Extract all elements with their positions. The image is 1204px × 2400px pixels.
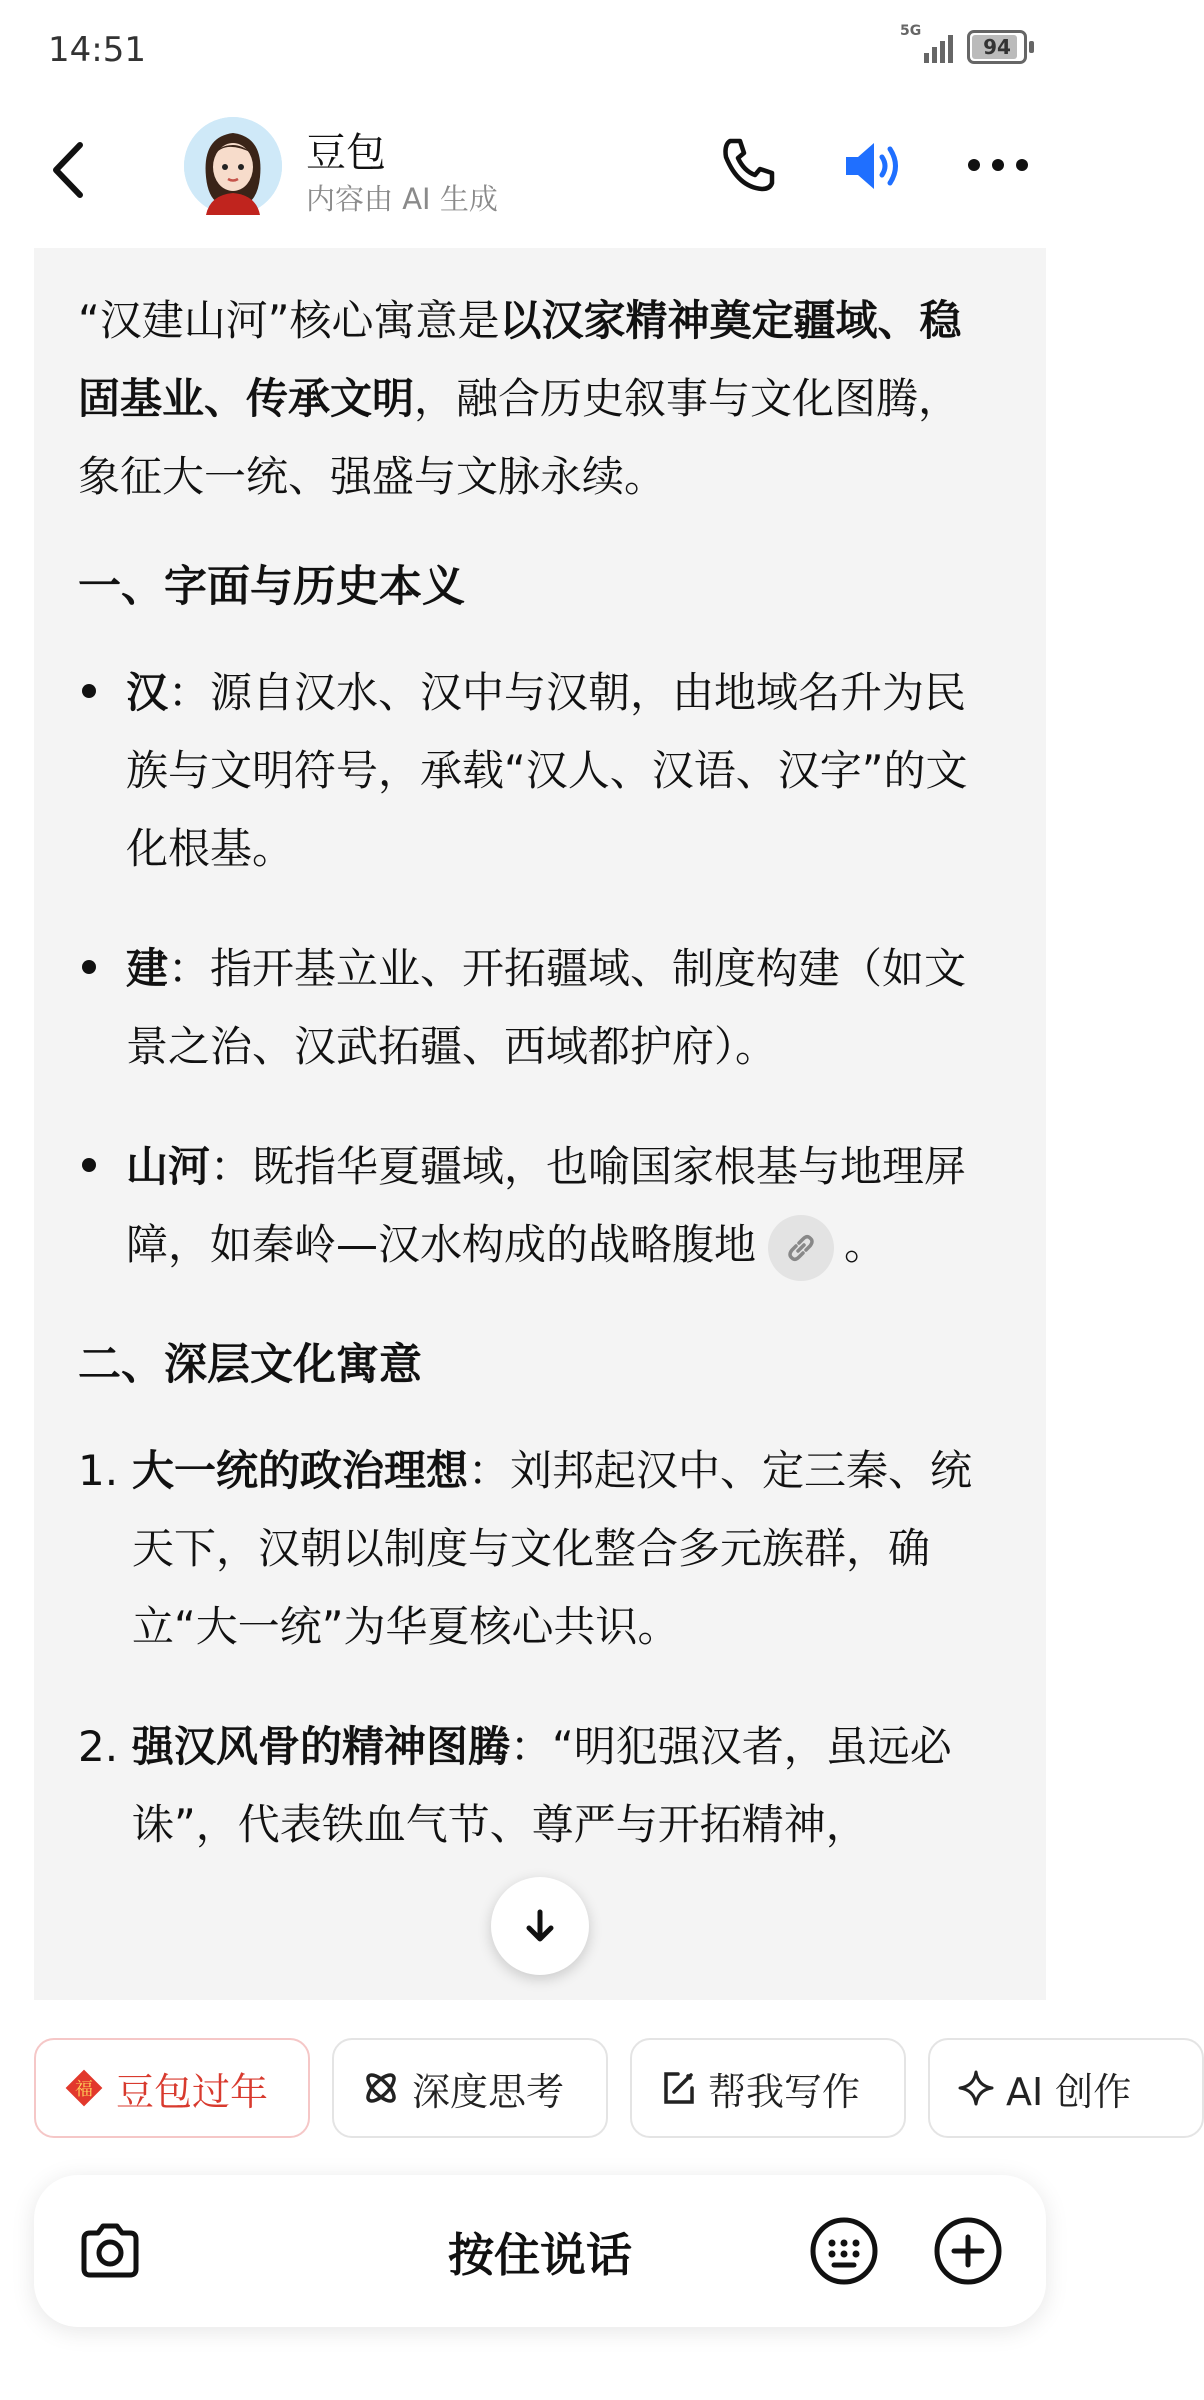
list-item: 建：指开基立业、开拓疆域、制度构建（如文景之治、汉武拓疆、西域都护府）。 xyxy=(78,930,1002,1086)
edit-icon xyxy=(658,2068,698,2108)
more-options-button[interactable] xyxy=(964,145,1032,185)
bullet-icon xyxy=(82,684,96,698)
chip-doubao-new-year[interactable]: 福 豆包过年 xyxy=(34,2038,310,2138)
keyboard-icon xyxy=(808,2215,880,2287)
message-bubble xyxy=(34,248,1046,2000)
network-label: 5G xyxy=(900,23,922,39)
link-icon xyxy=(783,1230,819,1266)
chip-help-me-write[interactable]: 帮我写作 xyxy=(630,2038,906,2138)
list-item: 2. 强汉风骨的精神图腾：“明犯强汉者，虽远必诛”，代表铁血气节、尊严与开拓精神， xyxy=(78,1722,952,1849)
back-button[interactable] xyxy=(40,133,100,207)
section-heading-2: 二、深层文化寓意 xyxy=(78,1340,422,1390)
arrow-down-icon xyxy=(520,1906,560,1946)
atom-icon xyxy=(360,2067,402,2109)
section-heading-1: 一、字面与历史本义 xyxy=(78,562,465,612)
chip-ai-create[interactable]: AI 创作 xyxy=(928,2038,1204,2138)
reference-link-button[interactable] xyxy=(768,1215,834,1281)
plus-icon xyxy=(932,2215,1004,2287)
signal-icon xyxy=(924,31,953,63)
fu-icon xyxy=(62,2066,106,2110)
more-icon xyxy=(964,145,1032,185)
hold-to-talk-button[interactable]: 按住说话 xyxy=(448,2228,632,2282)
battery-level: 94 xyxy=(983,35,1011,59)
list-item: 山河：既指华夏疆域，也喻国家根基与地理屏障，如秦岭—汉水构成的战略腹地 。 xyxy=(78,1128,1002,1284)
phone-icon xyxy=(716,133,780,197)
quick-actions xyxy=(34,2038,1132,2142)
svg-text:福: 福 xyxy=(75,2079,93,2100)
phone-call-button[interactable] xyxy=(716,133,780,197)
status-bar xyxy=(0,0,1080,100)
network-icon xyxy=(900,23,953,63)
avatar[interactable] xyxy=(184,117,282,215)
speaker-button[interactable] xyxy=(838,131,908,201)
ai-generated-label: 内容由 AI 生成 xyxy=(306,182,498,216)
chip-deep-thinking[interactable]: 深度思考 xyxy=(332,2038,608,2138)
status-time: 14:51 xyxy=(48,30,146,70)
keyboard-button[interactable] xyxy=(808,2215,880,2287)
intro-paragraph: “汉建山河”核心寓意是以汉家精神奠定疆域、稳固基业、传承文明，融合历史叙事与文化图腾，象征大一统、强盛与文脉永续。 xyxy=(78,296,962,501)
input-bar xyxy=(34,2175,1046,2327)
back-arrow-icon xyxy=(40,133,100,207)
speaker-icon xyxy=(838,131,908,201)
sparkle-icon xyxy=(956,2068,996,2108)
bot-name: 豆包 xyxy=(306,130,386,176)
battery-icon xyxy=(967,30,1027,64)
bullet-icon xyxy=(82,960,96,974)
chat-header xyxy=(0,105,1080,235)
status-icons xyxy=(900,23,1034,64)
scroll-to-bottom-button[interactable] xyxy=(491,1877,589,1975)
list-item: 汉：源自汉水、汉中与汉朝，由地域名升为民族与文明符号，承载“汉人、汉语、汉字”的文化根基。 xyxy=(78,654,1002,888)
add-button[interactable] xyxy=(932,2215,1004,2287)
list-item: 1. 大一统的政治理想：刘邦起汉中、定三秦、统天下，汉朝以制度与文化整合多元族群，确立“大一统”为华夏核心共识。 xyxy=(78,1446,973,1651)
bullet-icon xyxy=(82,1158,96,1172)
